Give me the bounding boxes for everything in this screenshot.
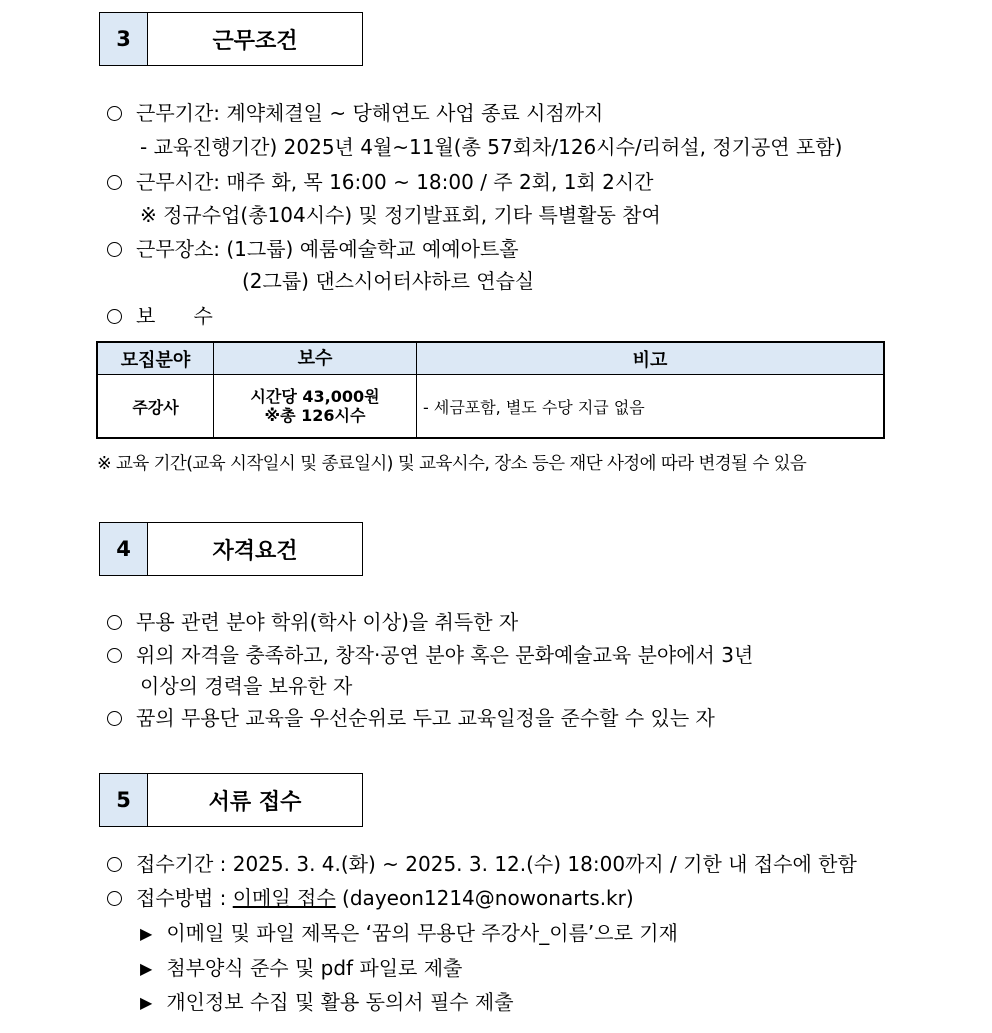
submission-method: 접수방법 : 이메일 접수 (dayeon1214@nowonarts.kr) — [107, 884, 634, 912]
circle-bullet-icon — [107, 309, 122, 324]
circle-bullet-icon — [107, 857, 122, 872]
section-5-header — [99, 773, 363, 827]
work-hours-line: 근무시간: 매주 화, 목 16:00 ~ 18:00 / 주 2회, 1회 2시간 — [107, 168, 654, 196]
submission-email[interactable]: (dayeon1214@nowonarts.kr) — [335, 886, 634, 910]
qualification-priority: 꿈의 무용단 교육을 우선순위로 두고 교육일정을 준수할 수 있는 자 — [107, 704, 715, 732]
triangle-bullet-icon: ▶ — [140, 959, 153, 978]
email-submission-link[interactable]: 이메일 접수 — [232, 886, 336, 910]
regular-class-note: ※ 정규수업(총104시수) 및 정기발표회, 기타 특별활동 참여 — [140, 203, 661, 227]
triangle-bullet-icon: ▶ — [140, 993, 153, 1012]
circle-bullet-icon — [107, 648, 122, 663]
pay-hours: ※총 126시수 — [264, 406, 366, 425]
cell-remark: - 세금포함, 별도 수당 지급 없음 — [417, 375, 885, 439]
circle-bullet-icon — [107, 615, 122, 630]
circle-bullet-icon — [107, 175, 122, 190]
submission-period: 접수기간 : 2025. 3. 4.(화) ~ 2025. 3. 12.(수) 18:00까지 / 기한 내 접수에 한함 — [107, 850, 857, 878]
work-period-line: 근무기간: 계약체결일 ~ 당해연도 사업 종료 시점까지 — [107, 99, 603, 127]
section-4-number: 4 — [100, 523, 148, 575]
circle-bullet-icon — [107, 711, 122, 726]
change-notice: ※ 교육 기간(교육 시작일시 및 종료일시) 및 교육시수, 장소 등은 재단 사정에 따라 변경될 수 있음 — [97, 454, 807, 474]
pay-line: 보 수 — [107, 302, 213, 330]
sub-item-title-format: ▶ 이메일 및 파일 제목은 ‘꿈의 무용단 주강사_이름’으로 기재 — [140, 919, 678, 948]
pay-table-header-row — [97, 342, 884, 375]
work-place-line: 근무장소: (1그룹) 예룸예술학교 예예아트홀 — [107, 235, 519, 263]
section-4-header — [99, 522, 363, 576]
qualification-experience-cont: 이상의 경력을 보유한 자 — [140, 674, 353, 698]
cell-field: 주강사 — [97, 375, 214, 439]
header-field: 모집분야 — [97, 342, 214, 375]
qualification-degree: 무용 관련 분야 학위(학사 이상)을 취득한 자 — [107, 608, 518, 636]
qualification-experience: 위의 자격을 충족하고, 창작·공연 분야 혹은 문화예술교육 분야에서 3년 — [107, 641, 753, 669]
sub-item-privacy: ▶ 개인정보 수집 및 활용 동의서 필수 제출 — [140, 988, 514, 1017]
section-3-header — [99, 12, 363, 66]
section-4-title: 자격요건 — [212, 538, 298, 564]
sub-item-pdf: ▶ 첨부양식 준수 및 pdf 파일로 제출 — [140, 954, 462, 983]
header-pay: 보수 — [214, 342, 417, 375]
section-5-title: 서류 접수 — [208, 789, 302, 815]
section-5-number: 5 — [100, 774, 148, 826]
table-row — [97, 375, 884, 439]
work-place-group2: (2그룹) 댄스시어터샤하르 연습실 — [242, 269, 535, 293]
education-period-line: - 교육진행기간) 2025년 4월~11월(총 57회차/126시수/리허설, 정기공연 포함) — [140, 135, 843, 159]
section-3-title: 근무조건 — [212, 28, 298, 54]
section-3-number: 3 — [100, 13, 148, 65]
cell-pay — [214, 375, 417, 439]
header-remark: 비고 — [417, 342, 885, 375]
circle-bullet-icon — [107, 106, 122, 121]
pay-rate: 시간당 43,000원 — [250, 387, 380, 406]
circle-bullet-icon — [107, 891, 122, 906]
pay-table — [96, 341, 885, 439]
triangle-bullet-icon: ▶ — [140, 924, 153, 943]
circle-bullet-icon — [107, 242, 122, 257]
